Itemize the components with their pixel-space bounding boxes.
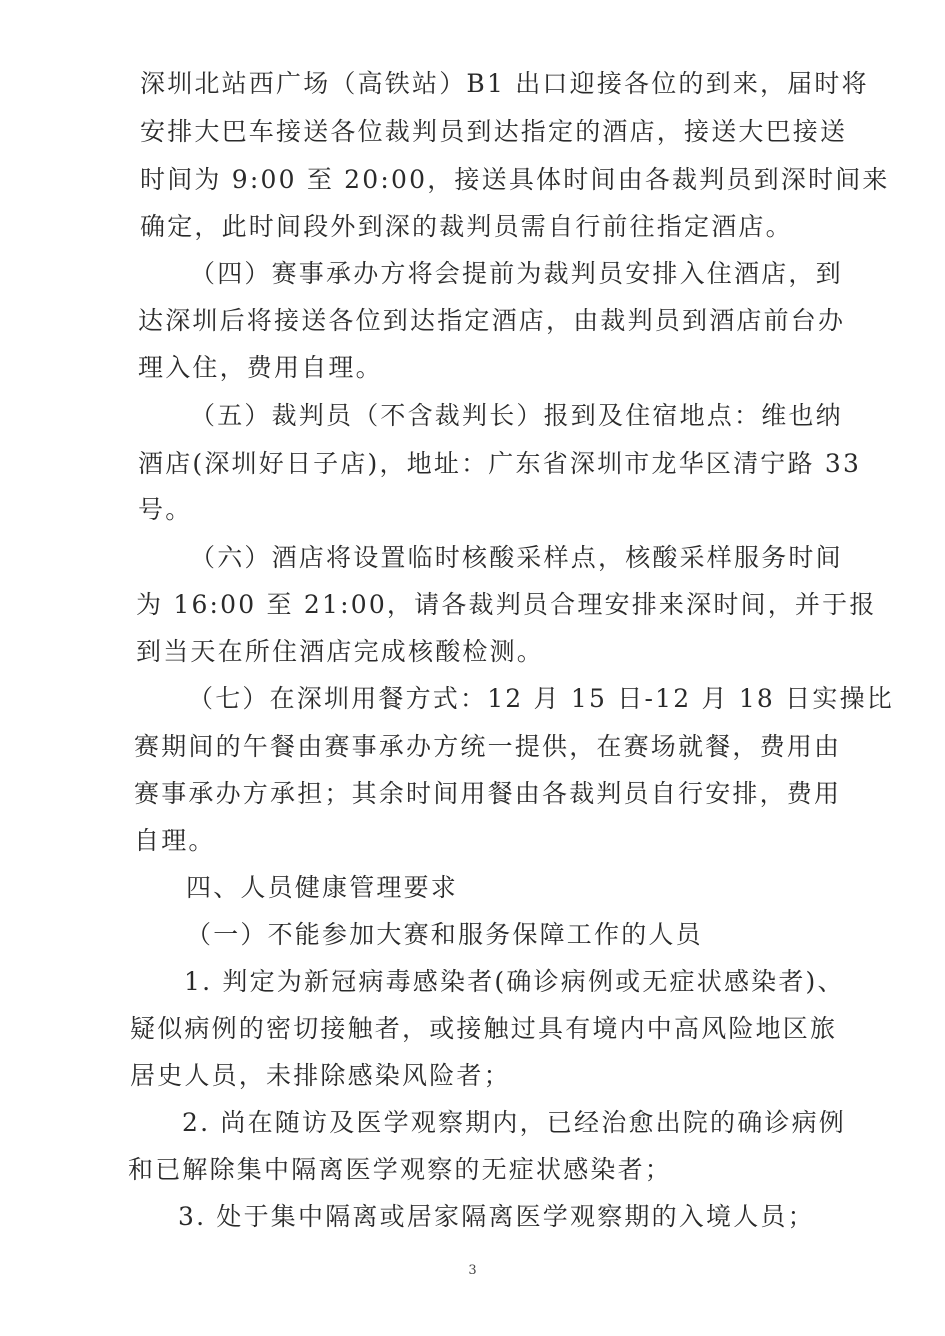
section-heading: 四、人员健康管理要求 <box>186 873 459 902</box>
text-line: 时间为 9:00 至 20:00，接送具体时间由各裁判员到深时间来 <box>140 165 890 194</box>
text-line: 居史人员，未排除感染风险者； <box>130 1061 511 1090</box>
text-line: （七）在深圳用餐方式：12 月 15 日-12 月 18 日实操比 <box>188 684 894 713</box>
text-line: 安排大巴车接送各位裁判员到达指定的酒店，接送大巴接送 <box>140 117 848 146</box>
text-line: 号。 <box>138 495 193 524</box>
text-line: 理入住，费用自理。 <box>138 353 383 382</box>
text-line: （六）酒店将设置临时核酸采样点，核酸采样服务时间 <box>190 543 843 572</box>
text-line: （四）赛事承办方将会提前为裁判员安排入住酒店，到 <box>190 259 843 288</box>
text-line: 深圳北站西广场（高铁站）B1 出口迎接各位的到来，届时将 <box>140 69 869 98</box>
text-line: 自理。 <box>134 826 216 855</box>
text-line: 到当天在所住酒店完成核酸检测。 <box>136 637 545 666</box>
text-line: 2. 尚在随访及医学观察期内，已经治愈出院的确诊病例 <box>182 1108 847 1137</box>
text-line: 确定，此时间段外到深的裁判员需自行前往指定酒店。 <box>140 212 793 241</box>
text-line: 1. 判定为新冠病毒感染者(确诊病例或无症状感染者)、 <box>184 967 845 996</box>
text-line: 赛期间的午餐由赛事承办方统一提供，在赛场就餐，费用由 <box>134 732 842 761</box>
text-line: 达深圳后将接送各位到达指定酒店，由裁判员到酒店前台办 <box>138 306 846 335</box>
text-line: 和已解除集中隔离医学观察的无症状感染者； <box>128 1155 673 1184</box>
text-line: 赛事承办方承担；其余时间用餐由各裁判员自行安排，费用 <box>134 779 842 808</box>
text-line: 3. 处于集中隔离或居家隔离医学观察期的入境人员； <box>178 1202 815 1231</box>
text-line: 疑似病例的密切接触者，或接触过具有境内中高风险地区旅 <box>130 1014 838 1043</box>
page-number: 3 <box>468 1263 477 1278</box>
text-line: 为 16:00 至 21:00，请各裁判员合理安排来深时间，并于报 <box>136 590 877 619</box>
text-line: 酒店(深圳好日子店)，地址：广东省深圳市龙华区清宁路 33 <box>138 449 862 478</box>
subsection-heading: （一）不能参加大赛和服务保障工作的人员 <box>186 920 703 949</box>
text-line: （五）裁判员（不含裁判长）报到及住宿地点：维也纳 <box>190 401 843 430</box>
